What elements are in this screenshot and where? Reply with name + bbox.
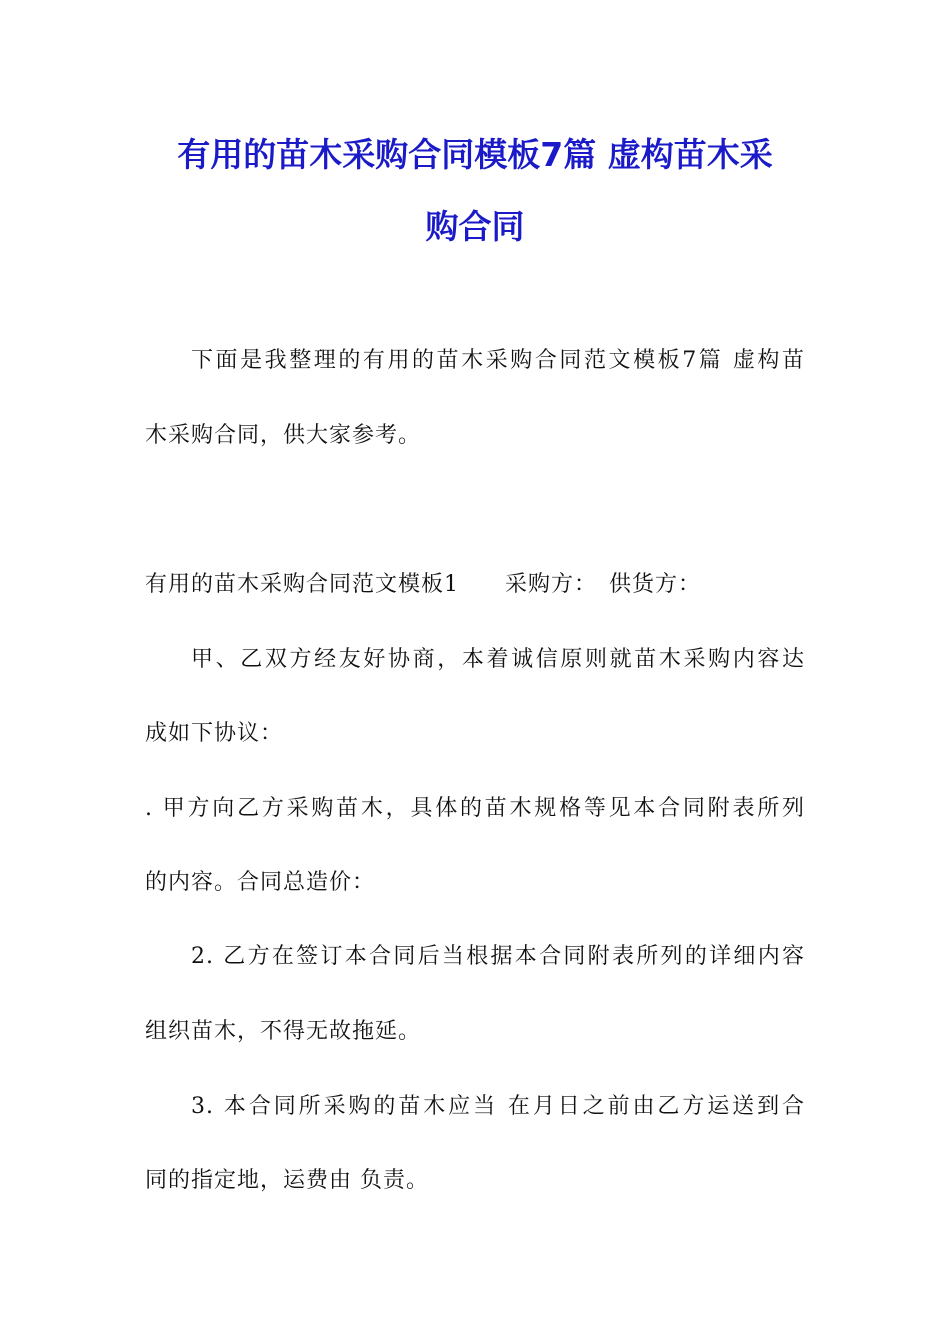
document-title-line-1: 有用的苗木采购合同模板7篇 虚构苗木采 [177, 135, 773, 174]
intro-paragraph-line-1: 下面是我整理的有用的苗木采购合同范文模板7篇 虚构苗 [191, 348, 805, 373]
paragraph-1-line-2: 成如下协议： [145, 721, 284, 746]
document-title-line-2: 购合同 [425, 207, 525, 246]
clause-3-line-1: 3. 本合同所采购的苗木应当 在月日之前由乙方运送到合 [191, 1094, 805, 1119]
clause-2-line-2: 组织苗木，不得无故拖延。 [145, 1019, 422, 1044]
paragraph-1-line-1: 甲、乙双方经友好协商，本着诚信原则就苗木采购内容达 [191, 647, 805, 672]
clause-3-line-2: 同的指定地，运费由 负责。 [145, 1168, 429, 1193]
clause-2-line-1: 2. 乙方在签订本合同后当根据本合同附表所列的详细内容 [191, 944, 805, 969]
clause-1-line-2: 的内容。合同总造价： [145, 870, 376, 895]
clause-1-line-1: . 甲方向乙方采购苗木，具体的苗木规格等见本合同附表所列 [145, 796, 805, 821]
section-heading: 有用的苗木采购合同范文模板1 采购方： 供货方： [145, 572, 701, 597]
intro-paragraph-line-2: 木采购合同，供大家参考。 [145, 423, 422, 448]
